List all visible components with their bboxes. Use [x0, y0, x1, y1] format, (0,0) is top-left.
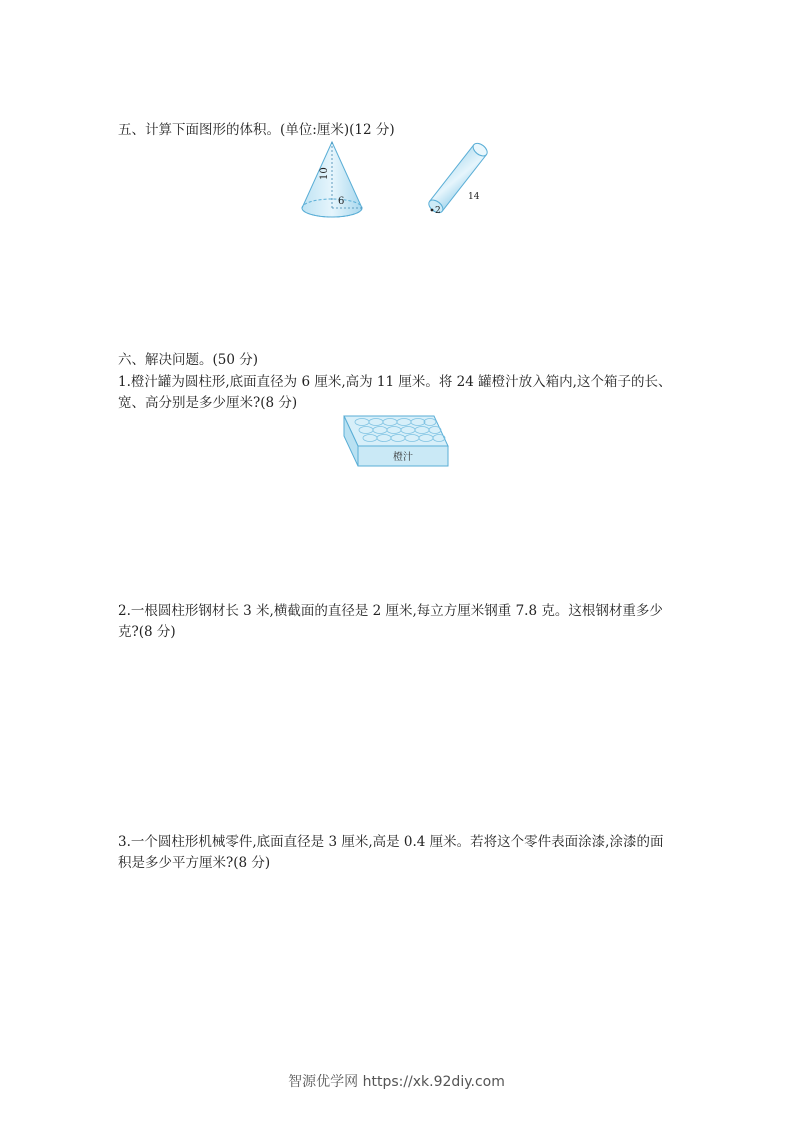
- box-label: 橙汁: [393, 452, 413, 463]
- q1-line2: 宽、高分别是多少厘米?(8 分): [118, 395, 298, 411]
- cylinder-length-label: 14: [468, 192, 480, 202]
- q3-line1: 3.一个圆柱形机械零件,底面直径是 3 厘米,高是 0.4 厘米。若将这个零件表面涂漆,涂漆的面: [118, 834, 664, 850]
- q2-line2: 克?(8 分): [118, 624, 176, 640]
- q3-line2: 积是多少平方厘米?(8 分): [118, 855, 271, 871]
- cone-height-label: 10: [319, 167, 330, 180]
- section6-title: 六、解决问题。(50 分): [118, 352, 259, 368]
- cylinder-figure: [418, 134, 500, 222]
- footer-watermark: 智源优学网 https://xk.92diy.com: [288, 1074, 505, 1090]
- section5-title: 五、计算下面图形的体积。(单位:厘米)(12 分): [118, 122, 395, 138]
- q1-line1: 1.橙汁罐为圆柱形,底面直径为 6 厘米,高为 11 厘米。将 24 罐橙汁放入箱内,这个箱子的长、: [118, 374, 672, 390]
- cone-radius-label: 6: [338, 196, 345, 207]
- q2-line1: 2.一根圆柱形钢材长 3 米,横截面的直径是 2 厘米,每立方厘米钢重 7.8 克。这根钢材重多少: [118, 603, 663, 619]
- juice-box-figure: [340, 412, 452, 470]
- cylinder-diameter-label: 2: [435, 206, 441, 216]
- cone-figure: [296, 138, 368, 222]
